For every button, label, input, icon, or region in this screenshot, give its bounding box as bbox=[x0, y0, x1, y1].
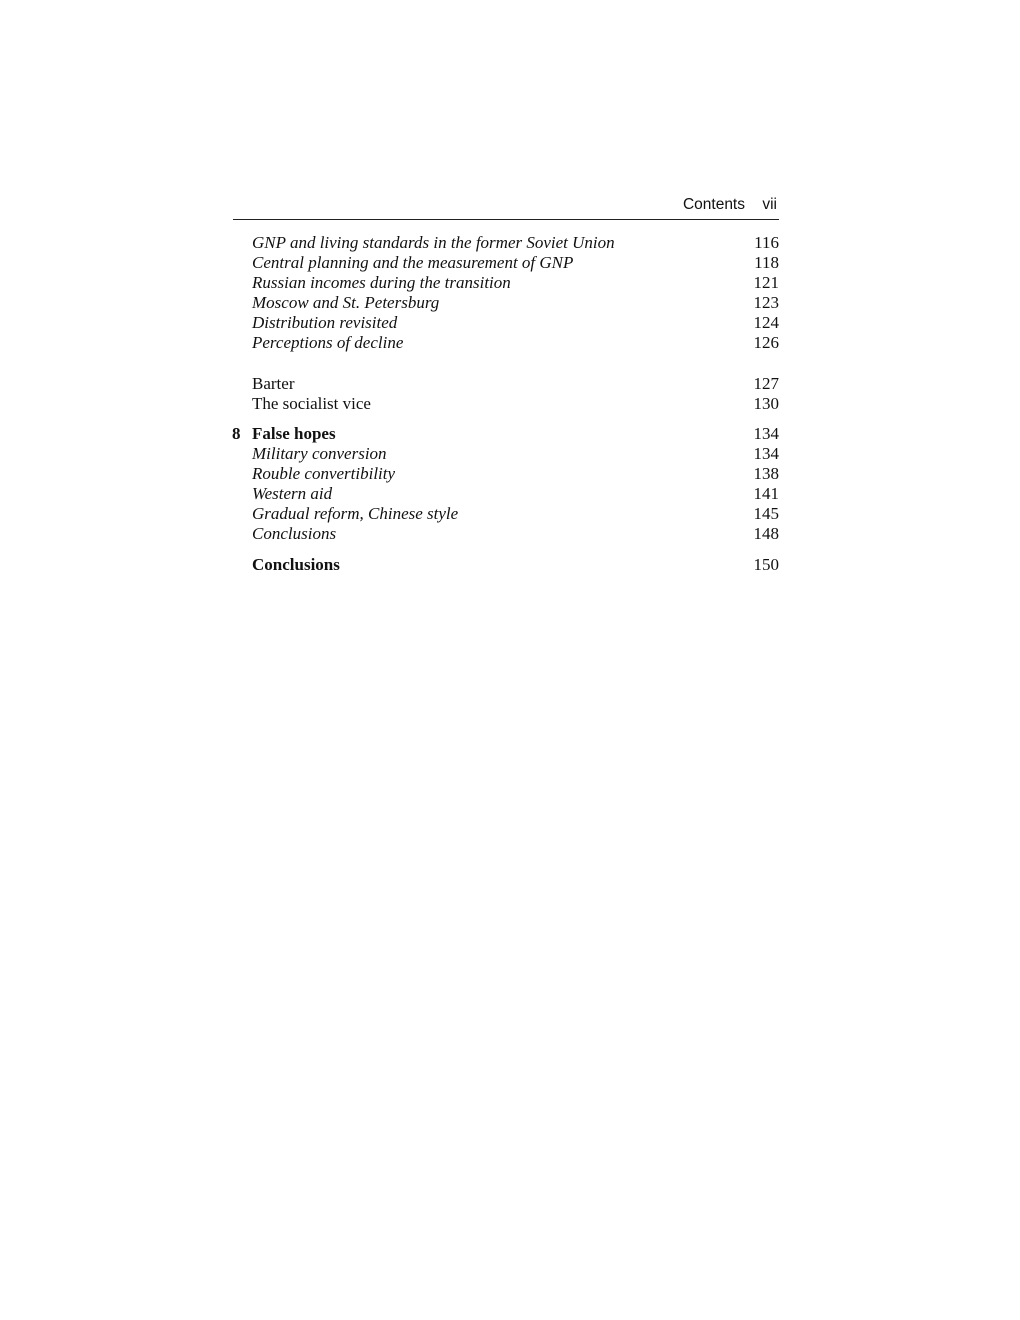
toc-chapter[interactable] bbox=[232, 555, 779, 575]
running-head bbox=[233, 193, 779, 220]
toc-entry-title: Gradual reform, Chinese style bbox=[252, 504, 459, 523]
toc-entry-title: Military conversion bbox=[252, 444, 387, 463]
toc-entry[interactable] bbox=[232, 504, 779, 524]
running-head-page-number: vii bbox=[762, 196, 777, 213]
toc-entry-page: 150 bbox=[753, 555, 779, 574]
toc-entry-page: 130 bbox=[753, 394, 779, 413]
toc-entry-page: 127 bbox=[753, 374, 779, 393]
toc-entry-title: Central planning and the measurement of GNP bbox=[252, 253, 574, 272]
toc-entry[interactable] bbox=[232, 394, 779, 414]
toc-entry-page: 148 bbox=[753, 524, 779, 543]
toc-entry-title: Distribution revisited bbox=[252, 313, 398, 332]
toc-entry-page: 134 bbox=[753, 444, 779, 463]
toc-entry-page: 145 bbox=[753, 504, 779, 523]
toc-entry-page: 116 bbox=[754, 233, 779, 252]
toc-entry[interactable] bbox=[232, 333, 779, 353]
toc-entry-title: Barter bbox=[252, 374, 295, 393]
toc-entry[interactable] bbox=[232, 484, 779, 504]
toc-entry[interactable] bbox=[232, 273, 779, 293]
toc-entry[interactable] bbox=[232, 253, 779, 273]
toc-entry-page: 118 bbox=[754, 253, 779, 272]
toc-entry[interactable] bbox=[232, 233, 779, 253]
toc-entry[interactable] bbox=[232, 313, 779, 333]
toc-entry-page: 126 bbox=[753, 333, 779, 352]
toc-entry-title: The socialist vice bbox=[252, 394, 371, 413]
toc-entry-title: Perceptions of decline bbox=[252, 333, 404, 352]
running-head-title: Contents bbox=[682, 196, 745, 213]
toc-entry-page: 121 bbox=[753, 273, 779, 292]
toc-entry-page: 141 bbox=[753, 484, 779, 503]
toc-entry[interactable] bbox=[232, 444, 779, 464]
toc-entry-title: Rouble convertibility bbox=[252, 464, 396, 483]
toc-entry-title: Conclusions bbox=[252, 524, 337, 543]
toc-entry-title: GNP and living standards in the former Soviet Union bbox=[252, 233, 615, 252]
toc-entry-title: Moscow and St. Petersburg bbox=[252, 293, 440, 312]
toc-entry-page: 134 bbox=[753, 424, 779, 443]
toc-entry[interactable] bbox=[232, 524, 779, 544]
toc-entry[interactable] bbox=[232, 374, 779, 394]
toc-chapter-title: Conclusions bbox=[252, 555, 340, 574]
toc-chapter[interactable] bbox=[232, 424, 779, 444]
toc-entry[interactable] bbox=[232, 293, 779, 313]
toc-chapter-title: False hopes bbox=[252, 424, 336, 443]
toc-entry-page: 124 bbox=[753, 313, 779, 332]
toc-chapter-number: 8 bbox=[232, 424, 241, 443]
toc-entry-page: 138 bbox=[753, 464, 779, 483]
toc-entry[interactable] bbox=[232, 464, 779, 484]
toc-entry-title: Western aid bbox=[252, 484, 333, 503]
toc-entry-title: Russian incomes during the transition bbox=[252, 273, 511, 292]
toc-entry-page: 123 bbox=[753, 293, 779, 312]
